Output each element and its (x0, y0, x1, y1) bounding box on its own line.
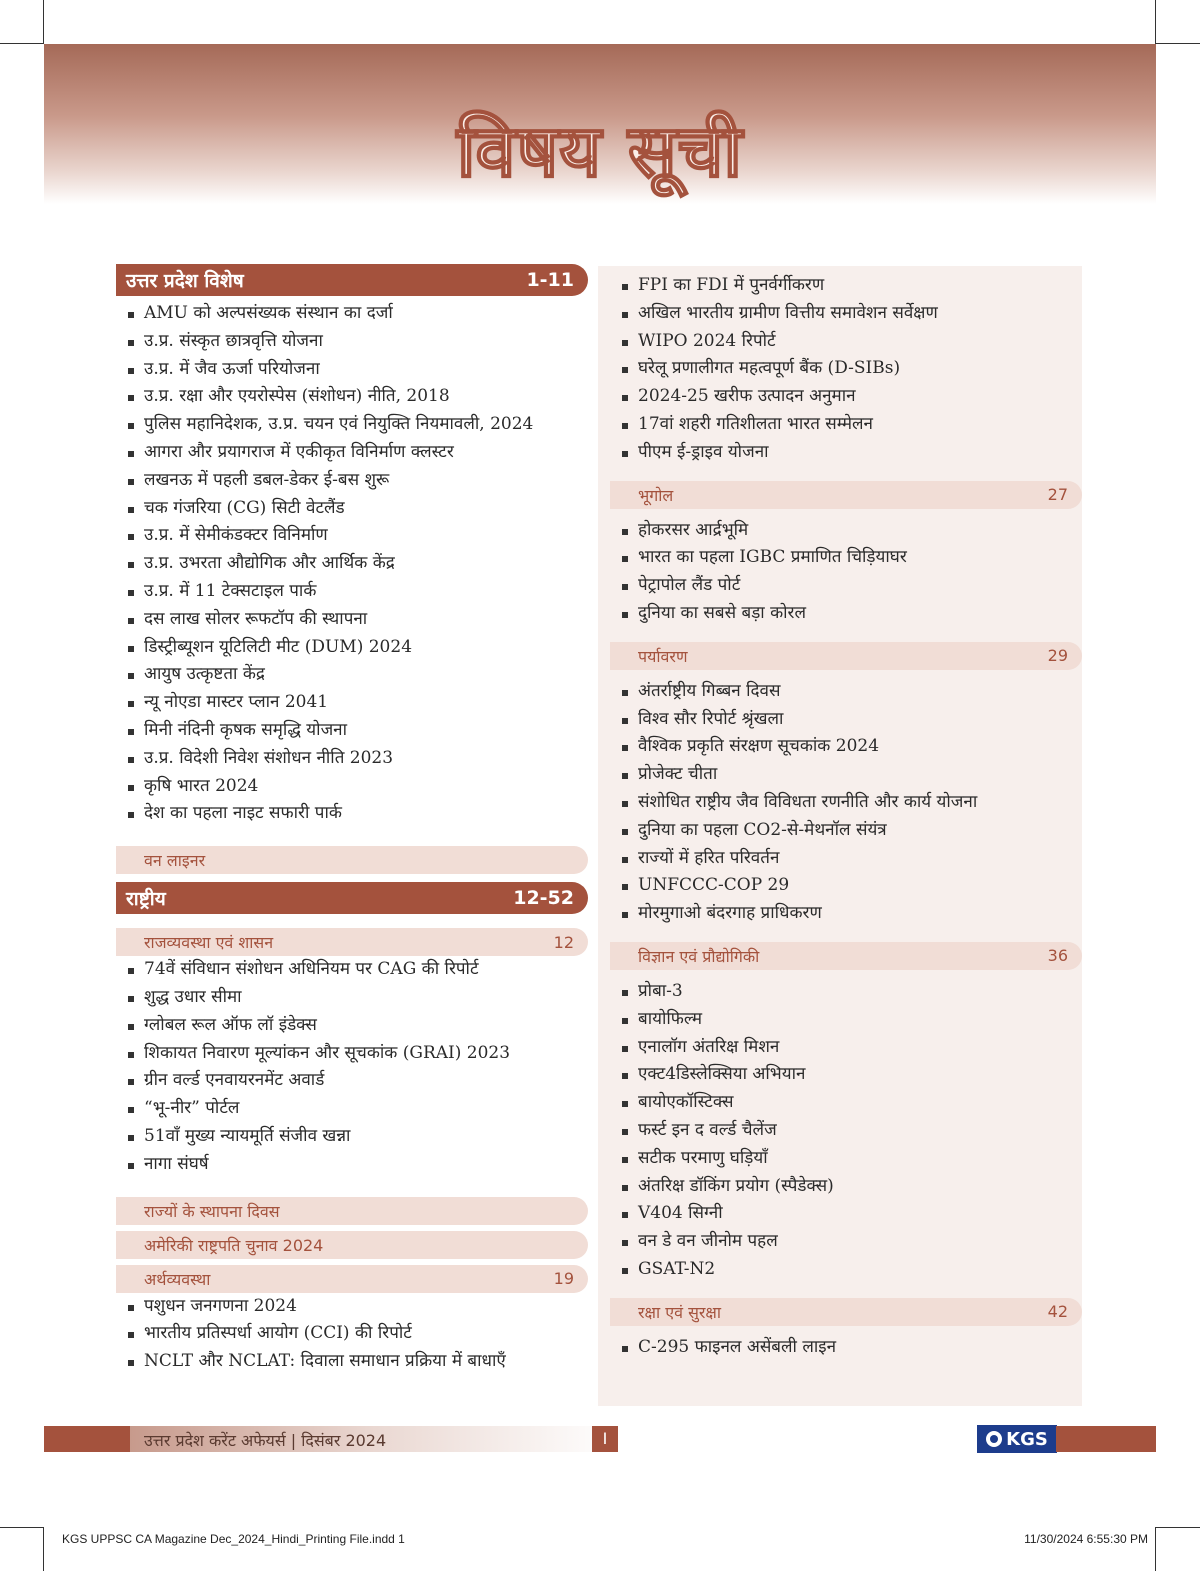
toc-item[interactable]: उ.प्र. में जैव ऊर्जा परियोजना (116, 356, 588, 384)
section-bhugol[interactable] (610, 481, 1082, 509)
page-title: विषय सूची (456, 109, 744, 193)
toc-item[interactable]: प्रोबा-3 (610, 978, 1082, 1006)
toc-item[interactable]: उ.प्र. उभरता औद्योगिक और आर्थिक केंद्र (116, 550, 588, 578)
section-title: राष्ट्रीय (126, 888, 166, 911)
toc-item[interactable]: 2024-25 खरीफ उत्पादन अनुमान (610, 383, 1082, 411)
toc-item[interactable]: पुलिस महानिदेशक, उ.प्र. चयन एवं नियुक्ति नियमावली, 2024 (116, 411, 588, 439)
globe-icon (986, 1431, 1002, 1447)
section-raksha[interactable] (610, 1298, 1082, 1326)
arthvyavastha-list (116, 1293, 588, 1376)
paryavaran-list (610, 678, 1082, 928)
section-sthapna-diwas[interactable] (116, 1197, 588, 1225)
toc-item[interactable]: अखिल भारतीय ग्रामीण वित्तीय समावेशन सर्वेक्षण (610, 300, 1082, 328)
section-arthvyavastha[interactable] (116, 1265, 588, 1293)
logo-text: KGS (1006, 1428, 1048, 1450)
raksha-list (610, 1334, 1082, 1362)
page-number-mark: I (592, 1426, 618, 1452)
print-slug-date: 11/30/2024 6:55:30 PM (1024, 1532, 1148, 1546)
toc-item[interactable]: उ.प्र. संस्कृत छात्रवृत्ति योजना (116, 328, 588, 356)
toc-item[interactable]: दुनिया का सबसे बड़ा कोरल (610, 600, 1082, 628)
section-one-liner[interactable] (116, 846, 588, 874)
section-paryavaran[interactable] (610, 642, 1082, 670)
toc-item[interactable]: उ.प्र. विदेशी निवेश संशोधन नीति 2023 (116, 745, 588, 773)
toc-item[interactable]: उ.प्र. में सेमीकंडक्टर विनिर्माण (116, 522, 588, 550)
section-pages: 12-52 (513, 887, 574, 910)
section-title: वन लाइनर (144, 851, 206, 871)
toc-item[interactable]: NCLT और NCLAT: दिवाला समाधान प्रक्रिया में बाधाएँ (116, 1348, 588, 1376)
crop-mark (1156, 43, 1200, 44)
toc-item[interactable]: लखनऊ में पहली डबल-डेकर ई-बस शुरू (116, 467, 588, 495)
footer-accent-bar (44, 1426, 130, 1452)
toc-item[interactable]: पीएम ई-ड्राइव योजना (610, 439, 1082, 467)
toc-item[interactable]: वन डे वन जीनोम पहल (610, 1228, 1082, 1256)
section-page: 27 (1047, 485, 1068, 505)
crop-mark (43, 1527, 44, 1571)
toc-item[interactable]: अंतरिक्ष डॉकिंग प्रयोग (स्पैडेक्स) (610, 1173, 1082, 1201)
toc-item[interactable]: देश का पहला नाइट सफारी पार्क (116, 800, 588, 828)
toc-item[interactable]: फर्स्ट इन द वर्ल्ड चैलेंज (610, 1117, 1082, 1145)
toc-item[interactable]: उ.प्र. रक्षा और एयरोस्पेस (संशोधन) नीति, 2018 (116, 383, 588, 411)
toc-item[interactable]: WIPO 2024 रिपोर्ट (610, 328, 1082, 356)
toc-item[interactable]: विश्व सौर रिपोर्ट श्रृंखला (610, 706, 1082, 734)
section-page: 29 (1047, 646, 1068, 666)
section-title: अर्थव्यवस्था (144, 1269, 211, 1289)
footer-magazine-title: उत्तर प्रदेश करेंट अफेयर्स | दिसंबर 2024 (144, 1431, 387, 1450)
toc-item[interactable]: एनालॉग अंतरिक्ष मिशन (610, 1034, 1082, 1062)
toc-item[interactable]: भारत का पहला IGBC प्रमाणित चिड़ियाघर (610, 544, 1082, 572)
toc-item[interactable]: प्रोजेक्ट चीता (610, 761, 1082, 789)
up-vishesh-list (116, 300, 588, 828)
toc-item[interactable]: AMU को अल्पसंख्यक संस्थान का दर्जा (116, 300, 588, 328)
section-rashtriya[interactable] (116, 882, 588, 914)
toc-item[interactable]: मिनी नंदिनी कृषक समृद्धि योजना (116, 717, 588, 745)
toc-item[interactable]: दुनिया का पहला CO2-से-मेथनॉल संयंत्र (610, 817, 1082, 845)
toc-right-column (598, 266, 1082, 1406)
section-page: 42 (1047, 1302, 1068, 1322)
section-title: विज्ञान एवं प्रौद्योगिकी (638, 946, 760, 966)
toc-item[interactable]: आगरा और प्रयागराज में एकीकृत विनिर्माण क्लस्टर (116, 439, 588, 467)
section-page: 19 (553, 1269, 574, 1289)
section-title: राजव्यवस्था एवं शासन (144, 933, 274, 953)
toc-item[interactable]: 17वां शहरी गतिशीलता भारत सम्मेलन (610, 411, 1082, 439)
toc-item[interactable]: C-295 फाइनल असेंबली लाइन (610, 1334, 1082, 1362)
kgs-logo (976, 1424, 1058, 1454)
rajvyavastha-list (116, 956, 588, 1178)
toc-item[interactable]: राज्यों में हरित परिवर्तन (610, 845, 1082, 873)
toc-item[interactable]: 51वाँ मुख्य न्यायमूर्ति संजीव खन्ना (116, 1123, 588, 1151)
footer-accent-bar-right (1056, 1426, 1156, 1452)
toc-item[interactable]: ग्लोबल रूल ऑफ लॉ इंडेक्स (116, 1012, 588, 1040)
toc-item[interactable]: मोरमुगाओ बंदरगाह प्राधिकरण (610, 900, 1082, 928)
toc-item[interactable]: V404 सिग्नी (610, 1200, 1082, 1228)
toc-item[interactable]: पेट्रापोल लैंड पोर्ट (610, 572, 1082, 600)
arthvyavastha-cont-list (610, 272, 1082, 467)
toc-item[interactable]: डिस्ट्रीब्यूशन यूटिलिटी मीट (DUM) 2024 (116, 634, 588, 662)
toc-item[interactable]: चक गंजरिया (CG) सिटी वेटलैंड (116, 495, 588, 523)
bhugol-list (610, 517, 1082, 628)
toc-item[interactable]: दस लाख सोलर रूफटॉप की स्थापना (116, 606, 588, 634)
section-us-chunav[interactable] (116, 1231, 588, 1259)
section-page: 36 (1047, 946, 1068, 966)
toc-item[interactable]: GSAT-N2 (610, 1256, 1082, 1284)
toc-item[interactable]: न्यू नोएडा मास्टर प्लान 2041 (116, 689, 588, 717)
toc-left-column (116, 264, 588, 1376)
toc-item[interactable]: 74वें संविधान संशोधन अधिनियम पर CAG की रिपोर्ट (116, 956, 588, 984)
toc-item[interactable]: आयुष उत्कृष्टता केंद्र (116, 661, 588, 689)
crop-mark (0, 1527, 44, 1528)
toc-item[interactable]: होकरसर आर्द्रभूमि (610, 517, 1082, 545)
toc-item[interactable]: वैश्विक प्रकृति संरक्षण सूचकांक 2024 (610, 733, 1082, 761)
crop-mark (1155, 1527, 1156, 1571)
toc-item[interactable]: अंतर्राष्ट्रीय गिब्बन दिवस (610, 678, 1082, 706)
vigyan-list (610, 978, 1082, 1284)
section-title: भूगोल (638, 485, 674, 505)
section-title: राज्यों के स्थापना दिवस (144, 1201, 280, 1221)
toc-item[interactable]: उ.प्र. में 11 टेक्सटाइल पार्क (116, 578, 588, 606)
section-title: रक्षा एवं सुरक्षा (638, 1302, 722, 1322)
section-vigyan[interactable] (610, 942, 1082, 970)
section-title: अमेरिकी राष्ट्रपति चुनाव 2024 (144, 1235, 324, 1255)
toc-item[interactable]: नागा संघर्ष (116, 1151, 588, 1179)
crop-mark (1156, 1527, 1200, 1528)
crop-mark (0, 43, 44, 44)
section-page: 12 (553, 932, 574, 952)
toc-item[interactable]: बायोफिल्म (610, 1006, 1082, 1034)
toc-item[interactable]: एक्ट4डिस्लेक्सिया अभियान (610, 1061, 1082, 1089)
toc-item[interactable]: भारतीय प्रतिस्पर्धा आयोग (CCI) की रिपोर्ट (116, 1320, 588, 1348)
toc-item[interactable]: पशुधन जनगणना 2024 (116, 1293, 588, 1321)
toc-item[interactable]: घरेलू प्रणालीगत महत्वपूर्ण बैंक (D-SIBs) (610, 355, 1082, 383)
section-title: उत्तर प्रदेश विशेष (126, 270, 244, 292)
toc-item[interactable]: सटीक परमाणु घड़ियाँ (610, 1145, 1082, 1173)
toc-item[interactable]: शुद्ध उधार सीमा (116, 984, 588, 1012)
crop-mark (43, 0, 44, 44)
crop-mark (1155, 0, 1156, 44)
toc-item[interactable]: FPI का FDI में पुनर्वर्गीकरण (610, 272, 1082, 300)
toc-item[interactable]: बायोएकॉस्टिक्स (610, 1089, 1082, 1117)
section-up-vishesh[interactable] (116, 264, 588, 296)
section-title: पर्यावरण (638, 646, 688, 666)
print-slug-file: KGS UPPSC CA Magazine Dec_2024_Hindi_Printing File.indd 1 (62, 1532, 405, 1546)
page-footer (44, 1426, 1156, 1452)
toc-item[interactable]: UNFCCC-COP 29 (610, 872, 1082, 900)
toc-item[interactable]: कृषि भारत 2024 (116, 773, 588, 801)
section-rajvyavastha[interactable] (116, 928, 588, 956)
toc-item[interactable]: संशोधित राष्ट्रीय जैव विविधता रणनीति और कार्य योजना (610, 789, 1082, 817)
toc-item[interactable]: “भू-नीर” पोर्टल (116, 1095, 588, 1123)
toc-item[interactable]: ग्रीन वर्ल्ड एनवायरनमेंट अवार्ड (116, 1067, 588, 1095)
section-pages: 1-11 (526, 269, 574, 291)
toc-item[interactable]: शिकायत निवारण मूल्यांकन और सूचकांक (GRAI) 2023 (116, 1040, 588, 1068)
